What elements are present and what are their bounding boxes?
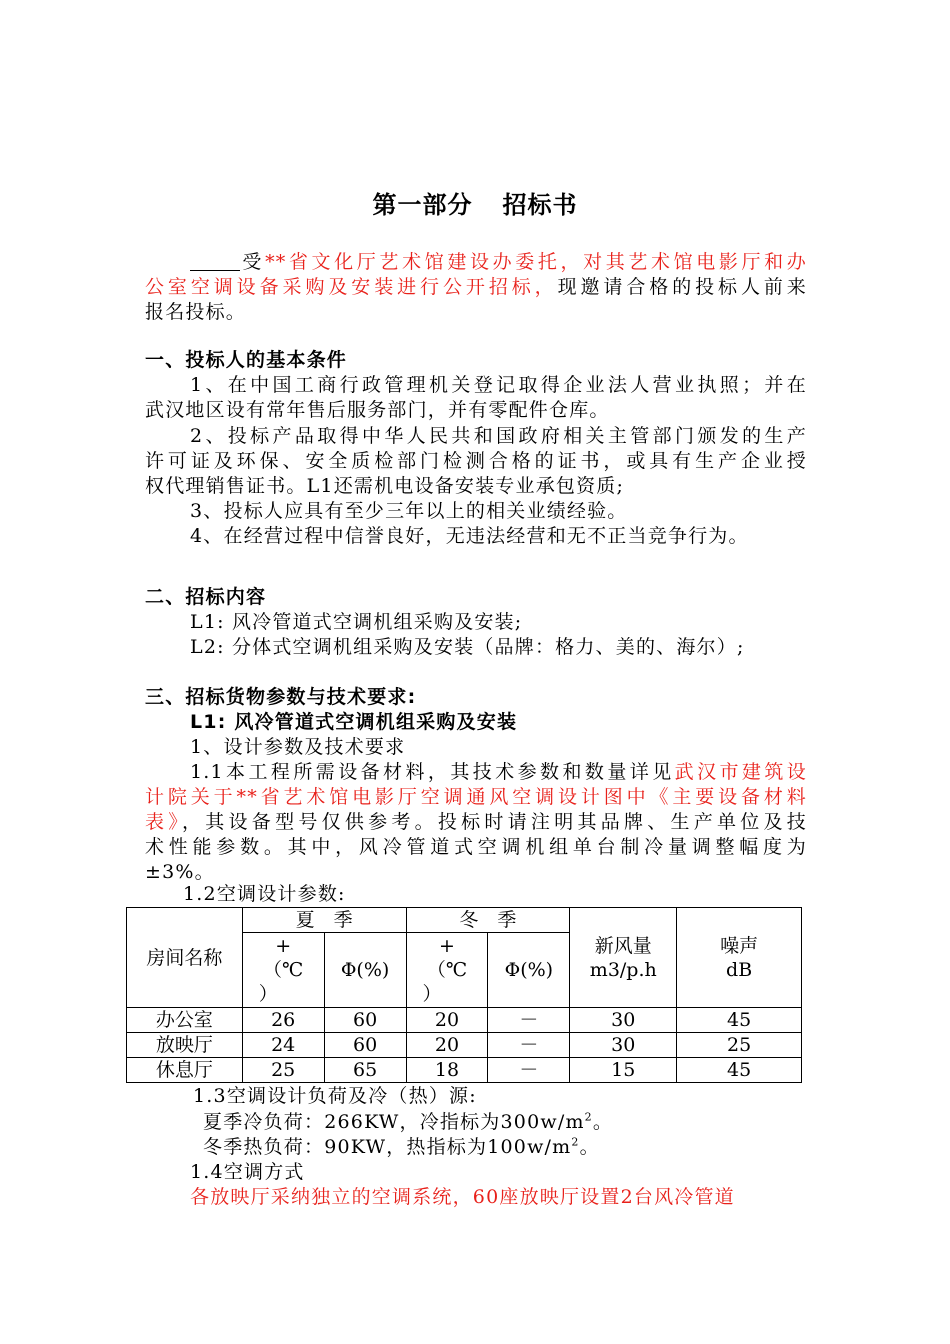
table-row: 放映厅 24 60 20 － 30 25: [127, 1033, 802, 1058]
s3-para-1: 1、设计参数及技术要求: [190, 736, 406, 758]
s3-p11-line-4: 术性能参数。其中，风冷管道式空调机组单台制冷量调整幅度为: [145, 836, 807, 858]
table-row: 休息厅 25 65 18 － 15 45: [127, 1058, 802, 1083]
title-name: 招标书: [502, 191, 578, 219]
s1-line-3: 2、投标产品取得中华人民共和国政府相关主管部门颁发的生产: [190, 425, 807, 447]
s1-line-2: 武汉地区设有常年售后服务部门，并有零配件仓库。: [145, 399, 610, 421]
header-winter-temp: + （℃ ）: [406, 933, 488, 1008]
blank-underline: [190, 251, 240, 271]
s3-p11-line-5: ±3%。: [145, 861, 215, 883]
s3-summer-load: 夏季冷负荷：266KW，冷指标为$300w/m^2$。: [203, 1110, 614, 1133]
s2-line-2: L2: 分体式空调机组采购及安装（品牌：格力、美的、海尔）;: [190, 636, 745, 658]
header-winter: 冬 季: [406, 908, 570, 933]
intro-line-3: 报名投标。: [145, 301, 247, 323]
header-summer-temp: + （℃ ）: [242, 933, 324, 1008]
s2-line-1: L1: 风冷管道式空调机组采购及安装;: [190, 611, 523, 633]
s3-p11-line-2: 计院关于**省艺术馆电影厅空调通风空调设计图中《主要设备材料: [145, 786, 807, 808]
header-fresh-air: 新风量 m3/p.h: [570, 908, 677, 1008]
s3-para-12: 1.2空调设计参数:: [183, 883, 346, 905]
s3-winter-load: 冬季热负荷：90KW，热指标为$100w/m^2$。: [203, 1135, 600, 1158]
s3-para-14: 1.4空调方式: [190, 1161, 305, 1183]
s1-line-7: 4、在经营过程中信誉良好，无违法经营和无不正当竞争行为。: [190, 525, 749, 547]
s3-p11-line-1: 1.1本工程所需设备材料，其技术参数和数量详见武汉市建筑设: [190, 761, 807, 783]
s1-line-1: 1、在中国工商行政管理机关登记取得企业法人营业执照；并在: [190, 374, 807, 396]
s3-p11-line-3: 表》，其设备型号仅供参考。投标时请注明其品牌、生产单位及技: [145, 811, 807, 833]
header-noise: 噪声 dB: [677, 908, 802, 1008]
section-1-heading: 一、投标人的基本条件: [145, 349, 348, 371]
s1-line-4: 许可证及环保、安全质检部门检测合格的证书，或具有生产企业授: [145, 450, 807, 472]
header-summer: 夏 季: [242, 908, 406, 933]
s3-para-14-red: 各放映厅采纳独立的空调系统，60座放映厅设置2台风冷管道: [190, 1186, 735, 1208]
table-row: 办公室 26 60 20 － 30 45: [127, 1008, 802, 1033]
s1-line-5: 权代理销售证书。L1还需机电设备安装专业承包资质;: [145, 475, 625, 497]
header-room-name: 房间名称: [127, 908, 243, 1008]
section-3-heading: 三、招标货物参数与技术要求:: [145, 686, 417, 708]
header-winter-humidity: Φ(%): [488, 933, 570, 1008]
section-3-subheading: L1: 风冷管道式空调机组采购及安装: [190, 711, 518, 733]
header-summer-humidity: Φ(%): [324, 933, 406, 1008]
page-title: [0, 185, 950, 220]
s1-line-6: 3、投标人应具有至少三年以上的相关业绩经验。: [190, 500, 628, 522]
title-part: 第一部分: [372, 191, 473, 219]
intro-line-1: 受**省文化厅艺术馆建设办委托，对其艺术馆电影厅和办: [145, 250, 807, 275]
intro-line-2: 公室空调设备采购及安装进行公开招标，现邀请合格的投标人前来: [145, 276, 808, 298]
section-2-heading: 二、招标内容: [145, 586, 267, 608]
design-parameter-table: [126, 907, 802, 1083]
s3-para-13: 1.3空调设计负荷及冷（热）源:: [193, 1085, 477, 1107]
